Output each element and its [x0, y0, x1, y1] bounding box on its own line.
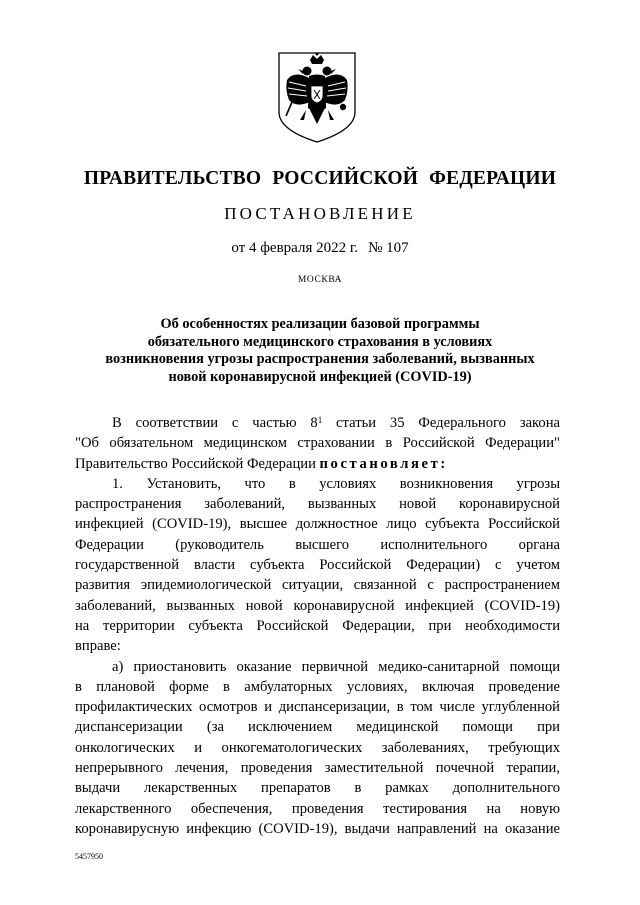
body-line: выдачи лекарственных препаратов в рамках дополнительного [75, 780, 560, 797]
body-line: лекарственного обеспечения, проведения тестирования на новую [75, 800, 560, 817]
body-line: государственной власти субъекта Российской Федерации) с учетом [75, 557, 560, 574]
body-line: 1. Установить, что в условиях возникновения угрозы [112, 475, 560, 492]
body-line: распространения заболеваний, вызванных новой коронавирусной [75, 496, 560, 513]
coat-of-arms-emblem [276, 50, 358, 144]
document-body [75, 413, 560, 839]
decree-verb: постановляет: [319, 455, 448, 472]
superscript: 1 [317, 415, 323, 425]
government-title: ПРАВИТЕЛЬСТВО РОССИЙСКОЙ ФЕДЕРАЦИИ [83, 168, 557, 189]
body-line: на территории субъекта Российской Федерации, при необходимости [75, 617, 560, 634]
body-line: а) приостановить оказание первичной медико-санитарной помощи [112, 658, 560, 675]
document-date: от 4 февраля 2022 г. [231, 240, 359, 256]
document-date-line [0, 240, 640, 257]
body-line: коронавирусную инфекцию (COVID-19), выдачи направлений на оказание [75, 820, 560, 837]
document-type: ПОСТАНОВЛЕНИЕ [224, 204, 416, 223]
body-line: в плановой форме в амбулаторных условиях, включая проведение [75, 678, 560, 695]
body-line: профилактических осмотров и диспансеризации, в том числе углубленной [75, 699, 560, 716]
body-text-fragment: Правительство Российской Федерации [75, 455, 320, 472]
heading-line: новой коронавирусной инфекцией (COVID-19) [168, 368, 472, 385]
heading-line: возникновения угрозы распространения заболеваний, вызванных [105, 351, 535, 367]
body-text-fragment: статьи 35 Федерального закона [322, 415, 560, 431]
body-line: вправе: [75, 638, 121, 655]
document-id: 5457950 [75, 852, 103, 861]
body-line: онкологических и онкогематологических заболеваниях, требующих [75, 739, 560, 756]
body-line: Федерации (руководитель высшего исполнительного органа [75, 536, 560, 553]
body-text-fragment: В соответствии с частью 8 [112, 415, 318, 431]
heading-line: обязательного медицинского страхования в условиях [147, 333, 493, 350]
body-line: заболеваний, вызванных новой коронавирусной инфекцией (COVID-19) [75, 597, 560, 614]
body-line [75, 454, 560, 474]
document-heading [60, 316, 580, 386]
body-line: диспансеризации (за исключением медицинской помощи при [75, 719, 560, 736]
body-line: инфекцией (COVID-19), высшее должностное лицо субъекта Российской [75, 516, 560, 533]
body-line [75, 413, 560, 433]
body-line: "Об обязательном медицинском страховании в Российской Федерации" [75, 435, 560, 452]
body-line: непрерывного лечения, проведения заместительной почечной терапии, [75, 760, 560, 777]
body-line: развития эпидемиологической ситуации, связанной с распространением [75, 577, 560, 594]
document-city: МОСКВА [297, 275, 343, 285]
document-number: № 107 [368, 240, 409, 256]
heading-line: Об особенностях реализации базовой программы [160, 316, 480, 332]
